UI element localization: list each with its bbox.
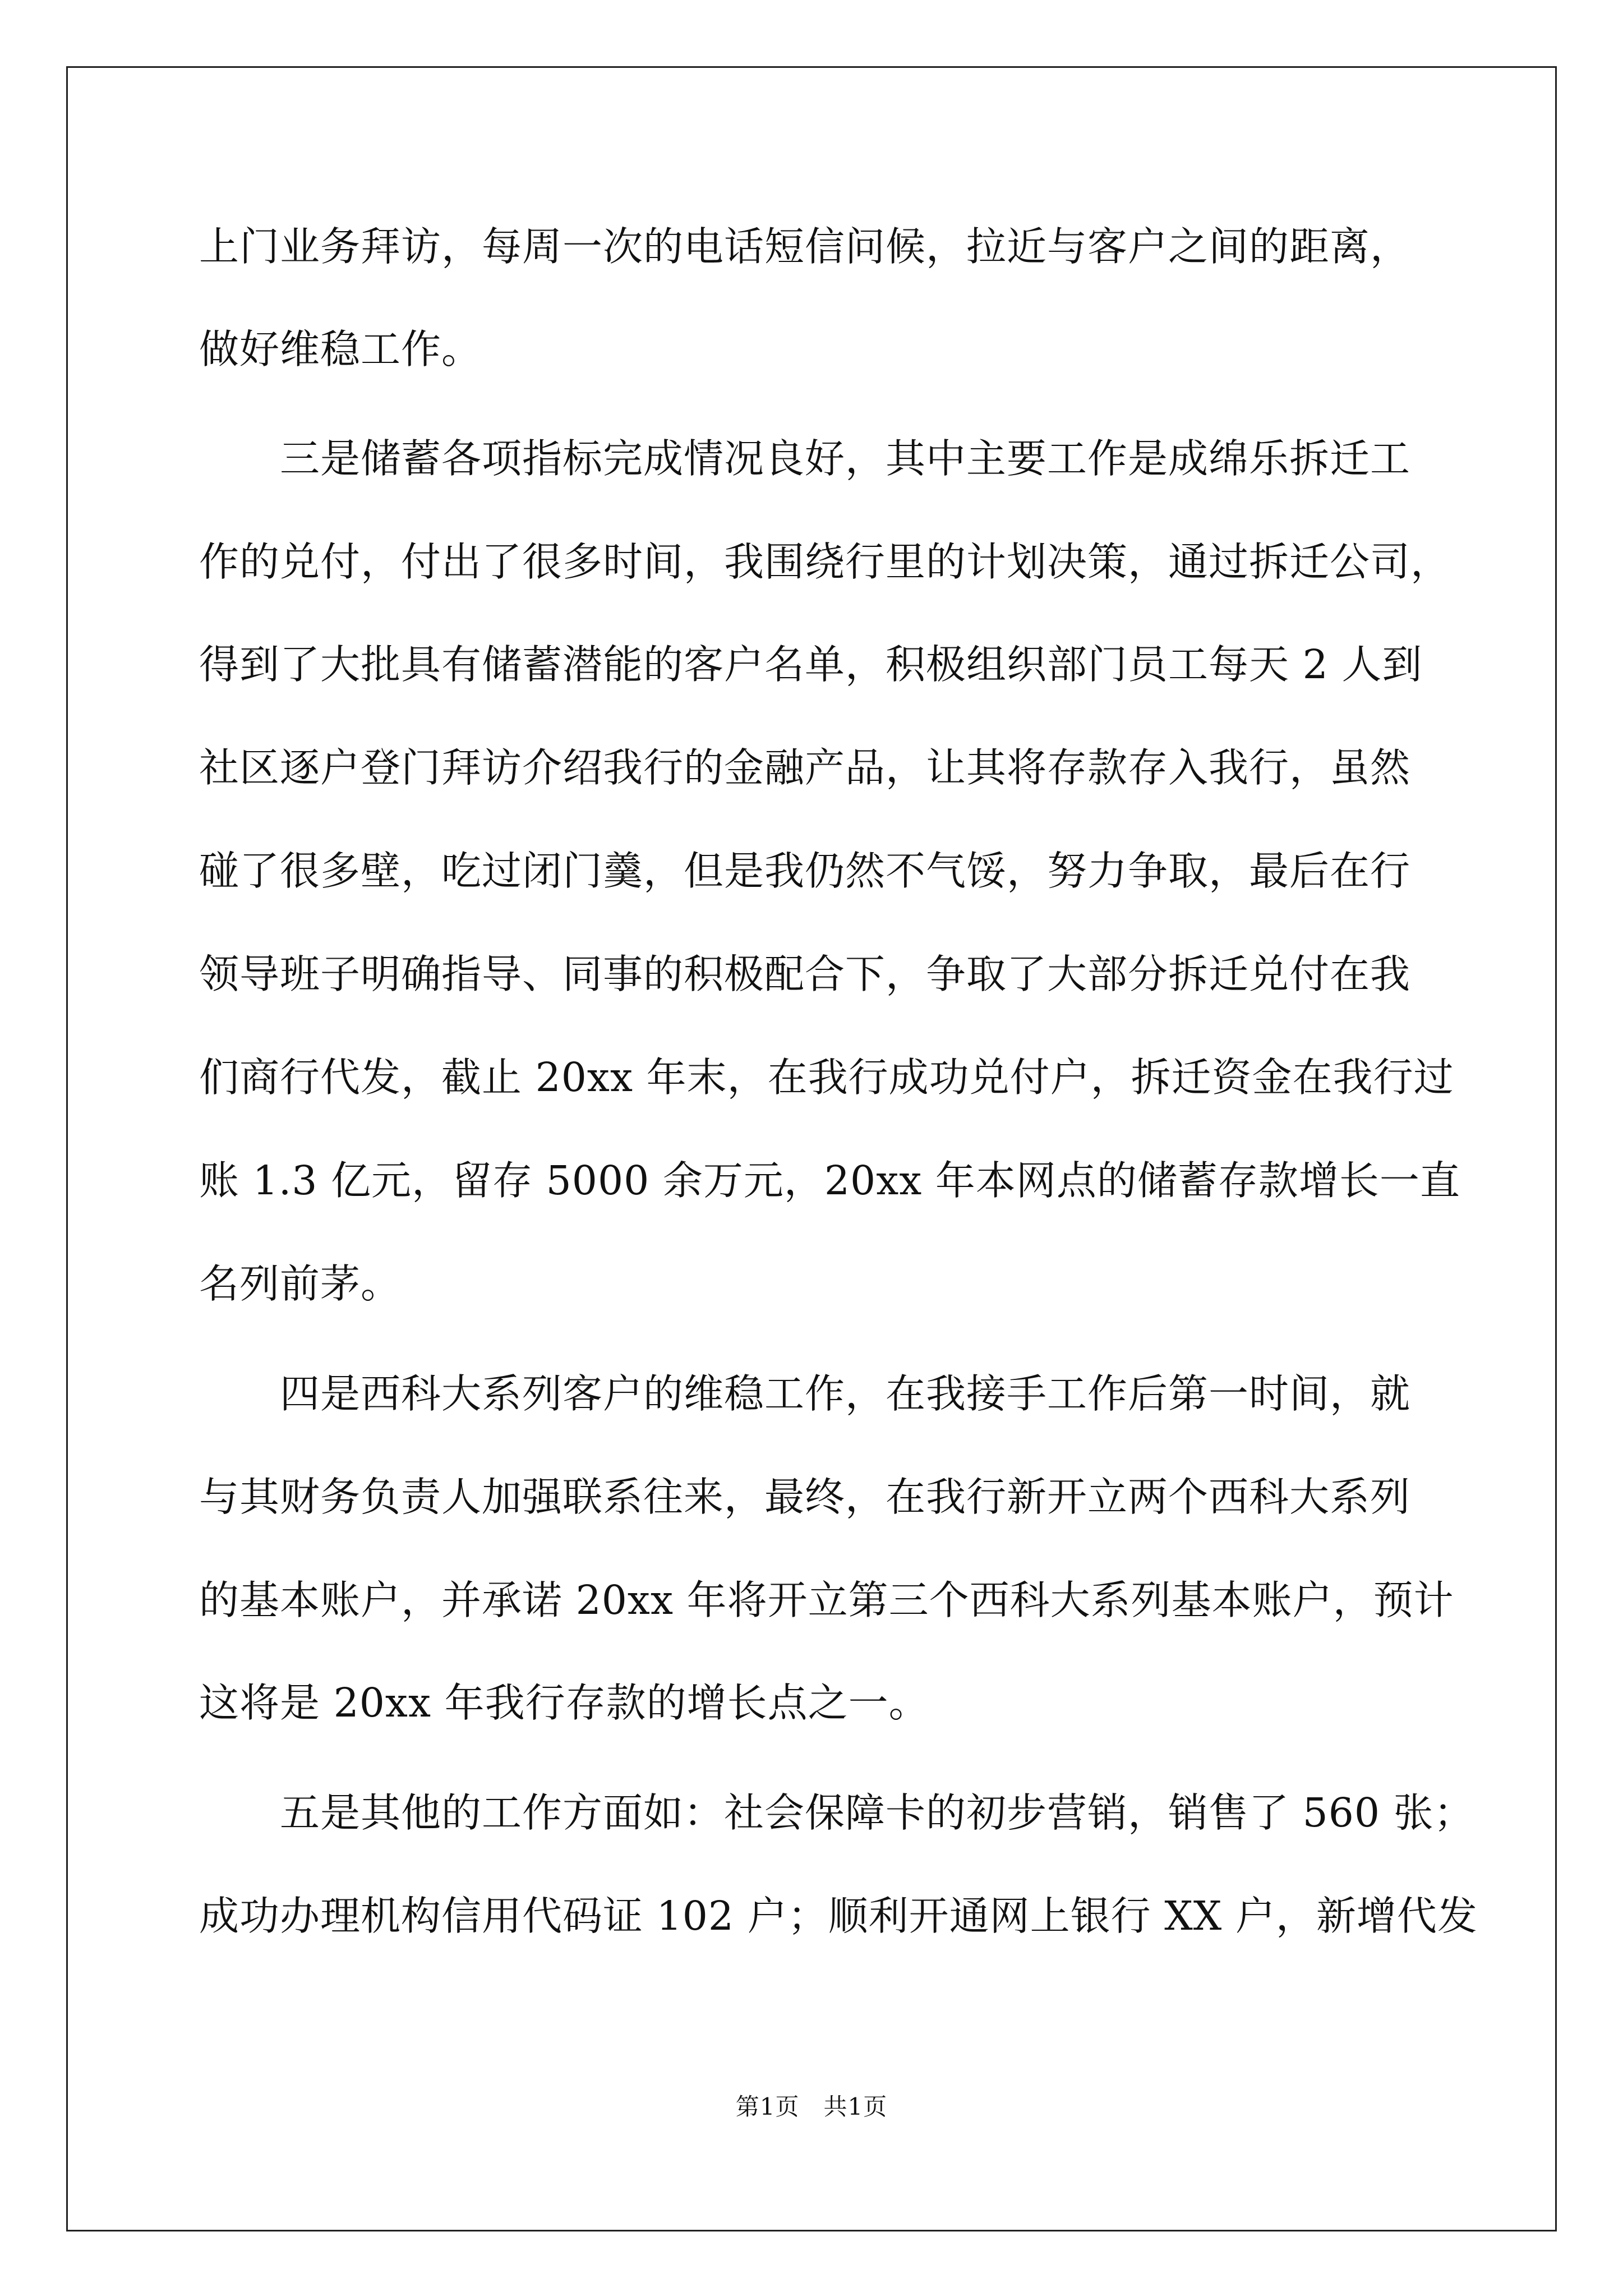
text-line: 碰了很多壁，吃过闭门羹，但是我仍然不气馁，努力争取，最后在行 [199,848,1411,894]
paragraph-start-line: 四是西科大系列客户的维稳工作，在我接手工作后第一时间，就 [280,1370,1411,1417]
paragraph-start-line: 三是储蓄各项指标完成情况良好，其中主要工作是成绵乐拆迁工 [280,435,1411,482]
text-line: 这将是 20xx 年我行存款的增长点之一。 [199,1680,929,1726]
text-line: 得到了大批具有储蓄潜能的客户名单，积极组织部门员工每天 2 人到 [199,641,1423,688]
text-line: 账 1.3 亿元，留存 5000 余万元，20xx 年本网点的储蓄存款增长一直 [199,1157,1460,1204]
text-line: 的基本账户，并承诺 20xx 年将开立第三个西科大系列基本账户，预计 [199,1577,1454,1623]
text-line: 成功办理机构信用代码证 102 户；顺利开通网上银行 XX 户，新增代发 [199,1893,1478,1939]
paragraph-start-line: 五是其他的工作方面如：社会保障卡的初步营销，销售了 560 张； [280,1789,1474,1836]
text-line: 与其财务负责人加强联系往来，最终，在我行新开立两个西科大系列 [199,1474,1411,1520]
text-line: 名列前茅。 [199,1260,402,1307]
page-number: 第1页 共1页 [735,2093,888,2120]
text-line: 领导班子明确指导、同事的积极配合下，争取了大部分拆迁兑付在我 [199,951,1411,997]
text-line: 上门业务拜访，每周一次的电话短信问候，拉近与客户之间的距离， [199,223,1411,270]
text-line: 做好维稳工作。 [199,326,482,372]
text-line: 社区逐户登门拜访介绍我行的金融产品，让其将存款存入我行，虽然 [199,744,1411,791]
text-line: 作的兑付，付出了很多时间，我围绕行里的计划决策，通过拆迁公司， [199,539,1451,585]
text-line: 们商行代发，截止 20xx 年末，在我行成功兑付户，拆迁资金在我行过 [199,1054,1454,1101]
